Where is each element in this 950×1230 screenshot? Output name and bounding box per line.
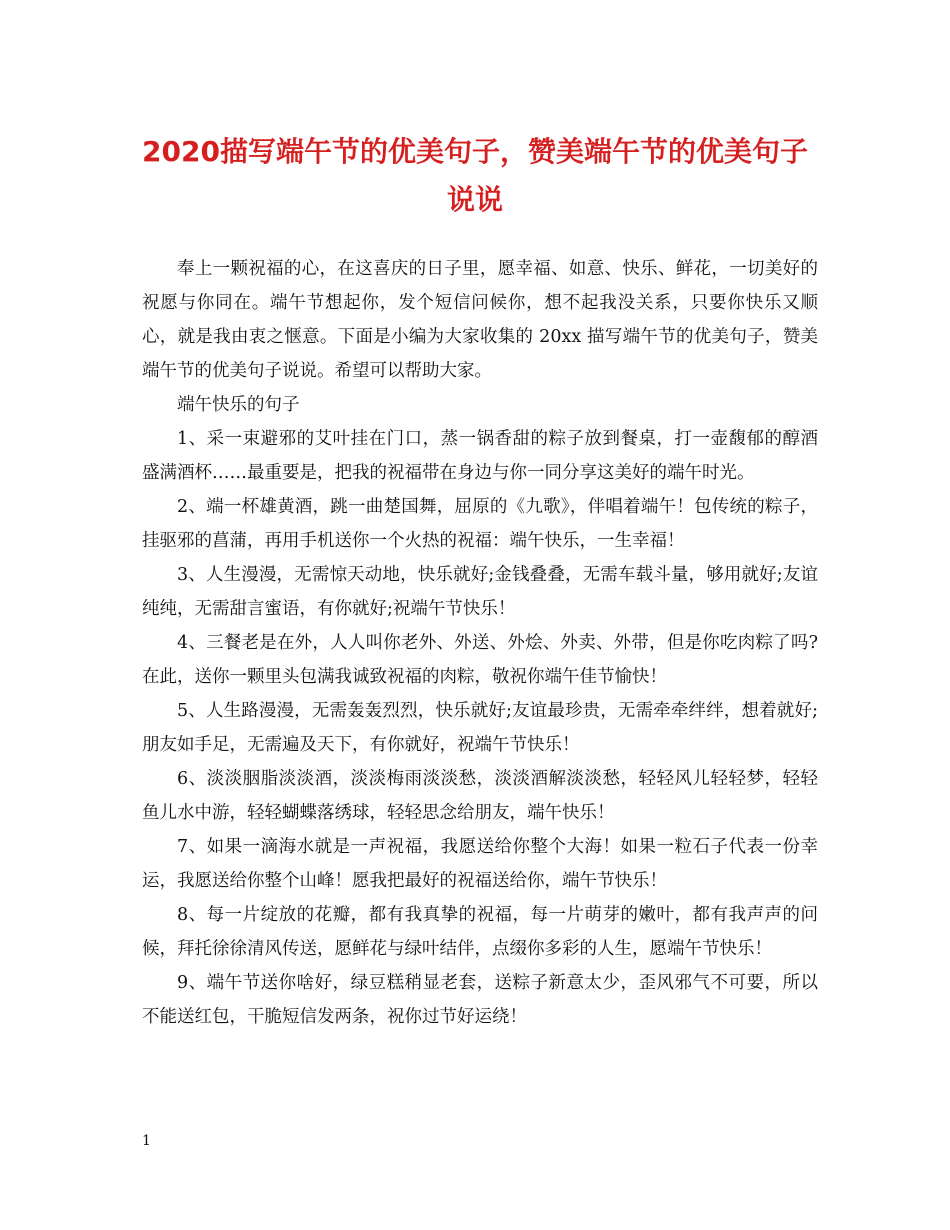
list-item: 6、淡淡胭脂淡淡酒，淡淡梅雨淡淡愁，淡淡酒解淡淡愁，轻轻风儿轻轻梦，轻轻鱼儿水中游，轻轻蝴蝶落绣球，轻轻思念给朋友，端午快乐！ — [142, 769, 818, 823]
section-heading: 端午快乐的句子 — [177, 395, 300, 415]
title-line-2: 说说 — [446, 183, 503, 216]
title-line-1: 2020描写端午节的优美句子，赞美端午节的优美句子 — [142, 135, 808, 168]
list-item: 9、端午节送你啥好，绿豆糕稍显老套，送粽子新意太少，歪风邪气不可要，所以不能送红包，干脆短信发两条，祝你过节好运绕！ — [142, 973, 818, 1027]
list-item: 8、每一片绽放的花瓣，都有我真挚的祝福，每一片萌芽的嫩叶，都有我声声的问候，拜托徐徐清风传送，愿鲜花与绿叶结伴，点缀你多彩的人生，愿端午节快乐！ — [142, 905, 818, 959]
document-title — [100, 128, 850, 224]
intro-paragraph: 奉上一颗祝福的心，在这喜庆的日子里，愿幸福、如意、快乐、鲜花，一切美好的祝愿与你同在。端午节想起你，发个短信问候你，想不起我没关系，只要你快乐又顺心，就是我由衷之惬意。下面是小编为大家收集的 20xx 描写端午节的优美句子，赞美端午节的优美句子说说。希望可以帮助大家。 — [142, 259, 818, 381]
list-item: 2、端一杯雄黄酒，跳一曲楚国舞，屈原的《九歌》，伴唱着端午！包传统的粽子，挂驱邪的菖蒲，再用手机送你一个火热的祝福：端午快乐，一生幸福！ — [142, 497, 818, 551]
list-item: 1、采一束避邪的艾叶挂在门口，蒸一锅香甜的粽子放到餐桌，打一壶馥郁的醇酒盛满酒杯……最重要是，把我的祝福带在身边与你一同分享这美好的端午时光。 — [142, 429, 818, 483]
list-item: 5、人生路漫漫，无需轰轰烈烈，快乐就好;友谊最珍贵，无需牵牵绊绊，想着就好;朋友如手足，无需遍及天下，有你就好，祝端午节快乐！ — [142, 701, 818, 755]
page-number: 1 — [142, 1133, 151, 1149]
document-body — [142, 252, 818, 1034]
list-item: 3、人生漫漫，无需惊天动地，快乐就好;金钱叠叠，无需车载斗量，够用就好;友谊纯纯，无需甜言蜜语，有你就好;祝端午节快乐！ — [142, 565, 818, 619]
list-item: 4、三餐老是在外，人人叫你老外、外送、外烩、外卖、外带，但是你吃肉粽了吗?在此，送你一颗里头包满我诚致祝福的肉粽，敬祝你端午佳节愉快！ — [142, 633, 818, 687]
list-item: 7、如果一滴海水就是一声祝福，我愿送给你整个大海！如果一粒石子代表一份幸运，我愿送给你整个山峰！愿我把最好的祝福送给你，端午节快乐！ — [142, 837, 818, 891]
